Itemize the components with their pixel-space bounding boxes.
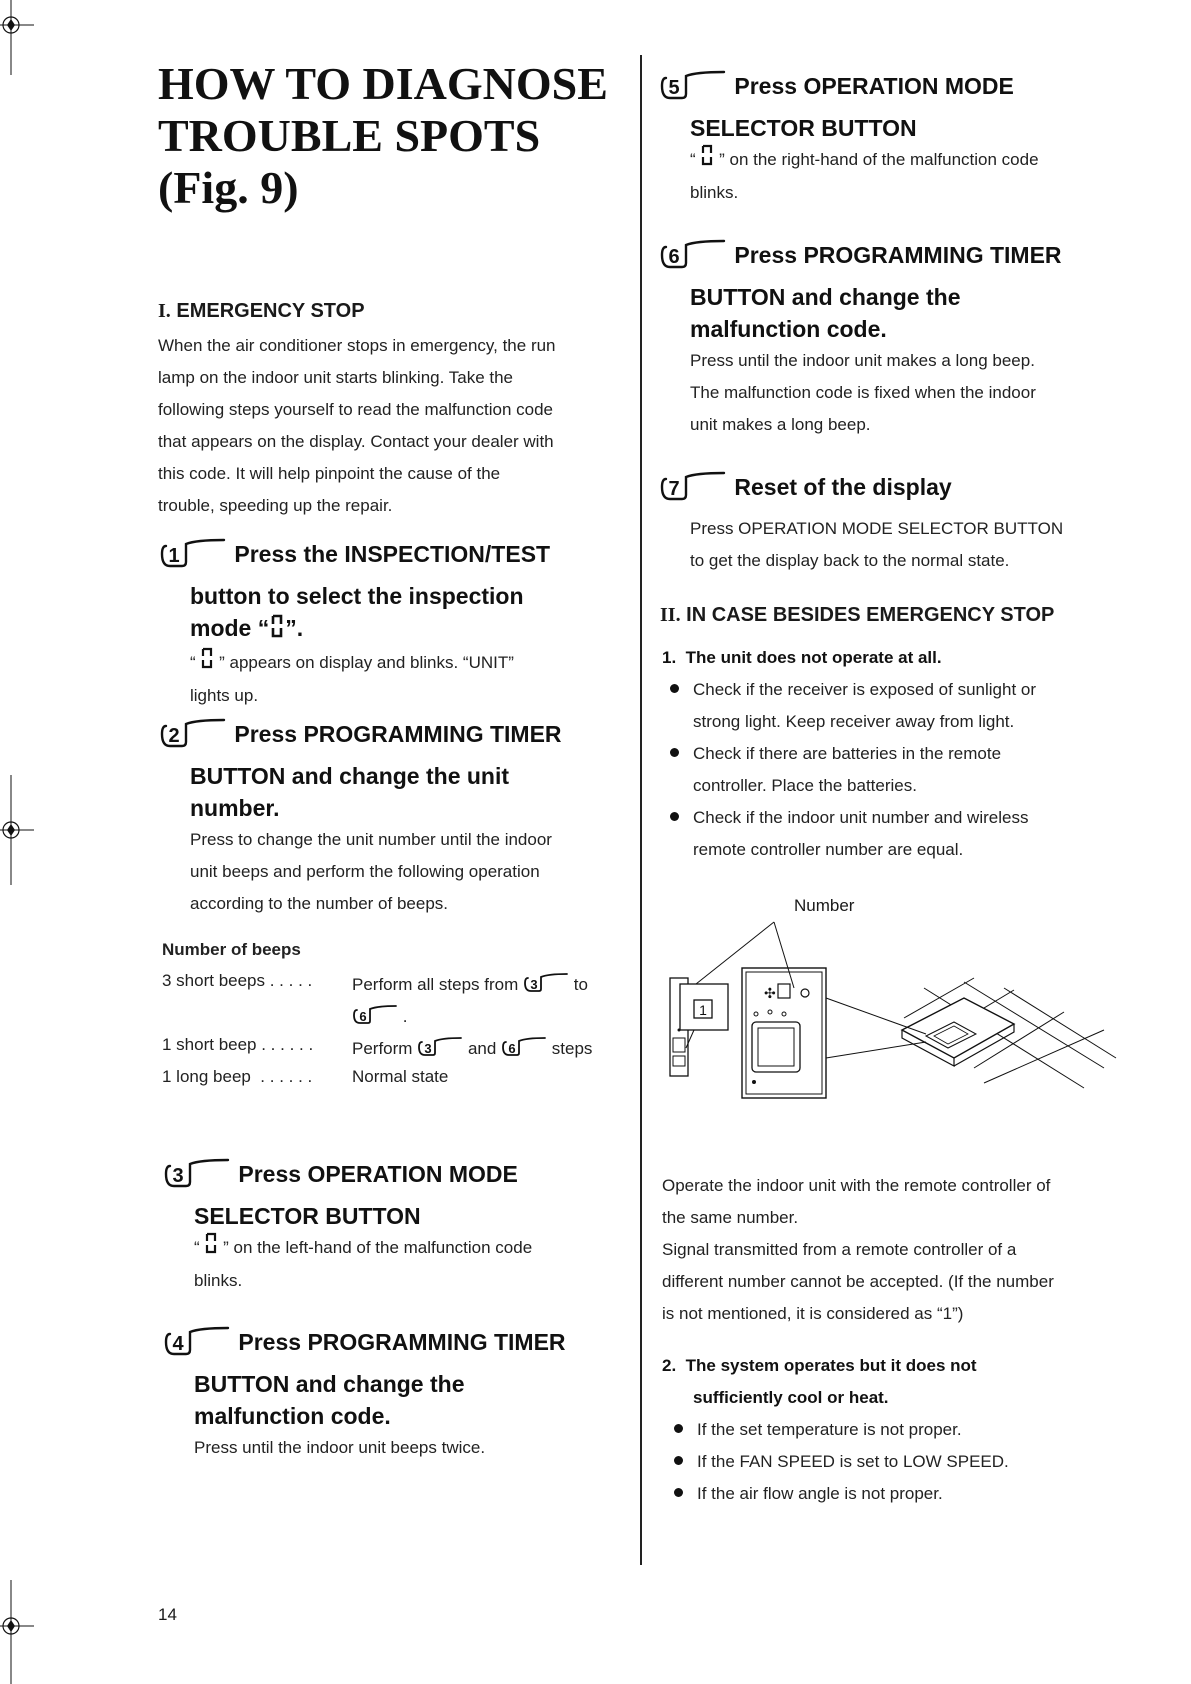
beeps-heading: Number of beeps	[162, 940, 301, 959]
indoor-unit-diagram	[664, 918, 1124, 1113]
bullet-text: Check if the receiver is exposed of sunlight or	[693, 680, 1037, 699]
step-5	[658, 64, 1108, 209]
bullet-dot	[670, 748, 679, 757]
step-number: 1	[168, 545, 180, 567]
list-item	[670, 674, 1130, 706]
step-4-body: Press until the indoor unit beeps twice.	[194, 1438, 486, 1457]
step-1-body-line1: “ ” appears on display and blinks. “UNIT”	[158, 647, 608, 680]
step-ref-number: 6	[508, 1041, 516, 1056]
hand-step-icon	[352, 1001, 398, 1034]
step-3-body-text: ” on the left-hand of the malfunction code	[218, 1238, 533, 1257]
step-6-head-line2: BUTTON and change the	[690, 284, 961, 310]
step-ref-number: 3	[424, 1041, 432, 1056]
step-1-body-line2: lights up.	[190, 685, 259, 705]
hand-step-icon	[523, 969, 569, 1002]
list-item	[674, 1446, 1124, 1478]
step-1-head-mode: mode “	[190, 615, 270, 641]
column-divider	[640, 55, 642, 1565]
registration-mark-bottom	[0, 1580, 34, 1684]
step-5-body-line1: “ ” on the right-hand of the malfunction code	[658, 144, 1108, 177]
text-line: this code. It will help pinpoint the cause of the	[158, 464, 501, 483]
text-line: Press to change the unit number until the indoor	[190, 830, 552, 849]
step-1-body-text: ” appears on display and blinks. “UNIT”	[214, 652, 514, 672]
step-2	[158, 712, 608, 920]
step-5-head-line1: Press OPERATION MODE	[734, 73, 1014, 100]
list-item	[674, 1414, 1124, 1446]
text-line: following steps yourself to read the malfunction code	[158, 400, 554, 419]
hand-step-icon	[658, 64, 728, 112]
text-line: to get the display back to the normal state.	[690, 551, 1010, 570]
bullet-text-cont: strong light. Keep receiver away from light.	[693, 712, 1015, 731]
text-line: that appears on the display. Contact your dealer with	[158, 432, 554, 451]
hand-step-icon	[501, 1033, 547, 1066]
step-1-head-close: ”.	[285, 615, 304, 641]
step-number: 2	[168, 725, 180, 747]
page-number: 14	[158, 1605, 177, 1624]
item-2-line2: sufficiently cool or heat.	[693, 1388, 889, 1407]
section-2-roman: II.	[660, 604, 681, 626]
step-number: 3	[172, 1165, 184, 1187]
bullet-dot	[674, 1456, 683, 1465]
section-1-heading	[158, 300, 365, 323]
bullet-text-cont: remote controller number are equal.	[693, 840, 964, 859]
text-line: trouble, speeding up the repair.	[158, 496, 393, 515]
beeps-row3-text: Normal state	[352, 1067, 449, 1086]
step-3-heading	[162, 1152, 612, 1200]
unit-number-figure	[664, 896, 1124, 1116]
beeps-row2-label: 1 short beep . . . . . .	[162, 1035, 314, 1054]
bullet-text: If the FAN SPEED is set to LOW SPEED.	[697, 1452, 1009, 1471]
step-6	[658, 233, 1128, 441]
text-line: Press OPERATION MODE SELECTOR BUTTON	[690, 519, 1064, 538]
beeps-row1-to: to	[573, 974, 588, 994]
step-2-body	[158, 824, 608, 920]
step-number: 7	[668, 478, 680, 500]
section-2-heading	[660, 604, 1054, 627]
figure-explanation	[662, 1170, 1132, 1330]
step-5-heading	[658, 64, 1108, 112]
segment-digit-icon	[269, 613, 285, 647]
step-2-head-line3: number.	[190, 795, 280, 821]
bullet-text: Check if there are batteries in the remote	[693, 744, 1002, 763]
step-2-head-line2: BUTTON and change the unit	[190, 763, 510, 789]
step-3-head-line1: Press OPERATION MODE	[238, 1161, 518, 1188]
step-7-heading	[658, 465, 1128, 513]
beeps-row1-desc: Perform all steps from	[352, 974, 519, 994]
step-number: 4	[172, 1333, 184, 1355]
step-number: 6	[668, 246, 680, 268]
hand-step-icon	[658, 465, 728, 513]
registration-mark-top	[0, 0, 34, 75]
step-7	[658, 465, 1128, 577]
step-4-head-line2: BUTTON and change the	[194, 1371, 465, 1397]
step-6-head-line3: malfunction code.	[690, 316, 887, 342]
text-line: Signal transmitted from a remote controller of a	[662, 1240, 1017, 1259]
section-1-title: EMERGENCY STOP	[176, 300, 365, 322]
section-2-item-2	[662, 1350, 977, 1414]
beeps-row2-and: and	[467, 1038, 497, 1058]
bullet-text-cont: controller. Place the batteries.	[693, 776, 917, 795]
section-2-bullets-1	[670, 674, 1130, 866]
beeps-row1-end: .	[402, 1006, 408, 1026]
section-2-title: IN CASE BESIDES EMERGENCY STOP	[686, 604, 1055, 626]
text-line: unit makes a long beep.	[690, 415, 871, 434]
bullet-dot	[670, 812, 679, 821]
beeps-row2-text	[352, 1033, 592, 1066]
hand-step-icon	[158, 532, 228, 580]
bullet-dot	[674, 1488, 683, 1497]
step-6-body	[658, 345, 1128, 441]
step-3	[162, 1152, 612, 1297]
step-4-head-line1: Press PROGRAMMING TIMER	[238, 1329, 566, 1356]
bullet-text: If the set temperature is not proper.	[697, 1420, 962, 1439]
item-2-line1: 2. The system operates but it does not	[662, 1356, 977, 1375]
step-ref-number: 3	[530, 977, 538, 992]
text-line: the same number.	[662, 1208, 799, 1227]
step-7-head-line1: Reset of the display	[734, 474, 952, 501]
svg-text:✣: ✣	[764, 985, 776, 1001]
hand-step-icon	[162, 1152, 232, 1200]
step-1-head-line1: Press the INSPECTION/TEST	[234, 541, 551, 568]
text-line: unit beeps and perform the following operation	[190, 862, 540, 881]
text-line: When the air conditioner stops in emergency, the run	[158, 336, 556, 355]
beeps-row1-text	[352, 969, 588, 1002]
step-6-head-line1: Press PROGRAMMING TIMER	[734, 242, 1062, 269]
step-3-body-line2: blinks.	[194, 1271, 243, 1291]
text-line: The malfunction code is fixed when the indoor	[690, 383, 1036, 402]
step-1-heading	[158, 532, 608, 580]
beeps-row1-label: 3 short beeps . . . . .	[162, 971, 313, 990]
step-1-head-line2: button to select the inspection	[190, 583, 524, 609]
list-item	[674, 1478, 1124, 1510]
section-1-roman: I.	[158, 300, 171, 322]
beeps-table	[162, 938, 622, 1098]
step-4	[162, 1320, 612, 1464]
step-7-body	[658, 513, 1128, 577]
registration-mark-middle	[0, 775, 34, 885]
step-6-heading	[658, 233, 1128, 281]
hand-step-icon	[158, 712, 228, 760]
beeps-row2-perform: Perform	[352, 1038, 413, 1058]
text-line: according to the number of beeps.	[190, 894, 448, 913]
bullet-text: Check if the indoor unit number and wireless	[693, 808, 1029, 827]
step-4-head-line3: malfunction code.	[194, 1403, 391, 1429]
step-5-body-line2: blinks.	[690, 183, 739, 203]
beeps-row1-cont	[352, 1001, 407, 1034]
beeps-row2-steps: steps	[551, 1038, 593, 1058]
step-number: 5	[668, 77, 680, 99]
beeps-row3-label: 1 long beep . . . . . .	[162, 1067, 313, 1086]
step-2-heading	[158, 712, 608, 760]
step-1	[158, 532, 608, 712]
section-1-body	[158, 330, 556, 522]
segment-digit-icon	[204, 1232, 218, 1265]
list-item	[670, 802, 1130, 834]
bullet-dot	[674, 1424, 683, 1433]
text-line: lamp on the indoor unit starts blinking. Take the	[158, 368, 514, 387]
hand-step-icon	[658, 233, 728, 281]
step-ref-number: 6	[359, 1009, 367, 1024]
step-4-heading	[162, 1320, 612, 1368]
bullet-dot	[670, 684, 679, 693]
section-2-bullets-2	[674, 1414, 1124, 1510]
zoom-digit: 1	[699, 1002, 707, 1018]
bullet-text: If the air flow angle is not proper.	[697, 1484, 943, 1503]
step-3-head-line2: SELECTOR BUTTON	[194, 1203, 421, 1229]
step-1-head-line3	[158, 612, 608, 647]
step-5-head-line2: SELECTOR BUTTON	[690, 115, 917, 141]
segment-digit-icon	[700, 144, 714, 177]
figure-label: Number	[794, 896, 855, 915]
text-line: different number cannot be accepted. (If the number	[662, 1272, 1054, 1291]
segment-digit-icon	[200, 647, 214, 680]
step-5-body-text: ” on the right-hand of the malfunction code	[714, 150, 1039, 169]
step-3-body-line1: “ ” on the left-hand of the malfunction code	[162, 1232, 612, 1265]
text-line: Press until the indoor unit makes a long beep.	[690, 351, 1035, 370]
step-2-head-line1: Press PROGRAMMING TIMER	[234, 721, 562, 748]
text-line: is not mentioned, it is considered as “1”)	[662, 1304, 964, 1323]
text-line: Operate the indoor unit with the remote controller of	[662, 1176, 1051, 1195]
section-2-item-1: 1. The unit does not operate at all.	[662, 648, 942, 667]
page-title: HOW TO DIAGNOSE TROUBLE SPOTS (Fig. 9)	[158, 58, 608, 213]
hand-step-icon	[162, 1320, 232, 1368]
list-item	[670, 738, 1130, 770]
hand-step-icon	[417, 1033, 463, 1066]
